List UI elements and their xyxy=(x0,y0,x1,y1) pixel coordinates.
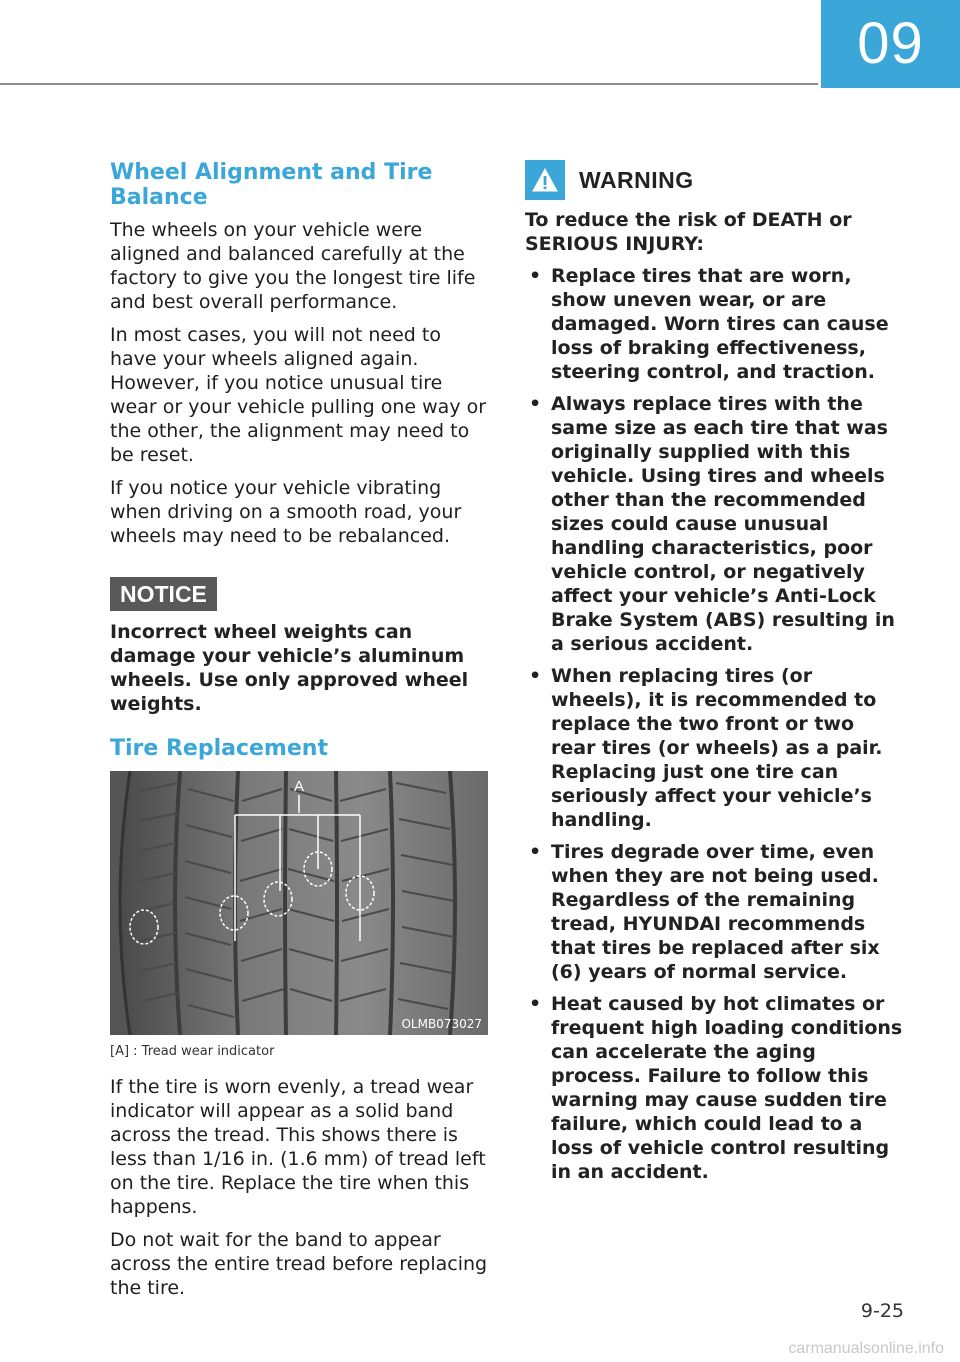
warning-list-item: • Replace tires that are worn, show uneven wear, or are damaged. Worn tires can cause loss of braking effectiveness, steering control, and traction. xyxy=(525,264,905,384)
replacement-paragraph: Do not wait for the band to appear across the entire tread before replacing the tire. xyxy=(110,1229,488,1299)
left-column xyxy=(110,160,490,1309)
figure-code: OLMB073027 xyxy=(401,1017,482,1031)
page-number: 9-25 xyxy=(860,1300,904,1322)
warning-box xyxy=(525,160,905,1192)
warning-triangle-icon xyxy=(525,160,565,200)
notice-label: NOTICE xyxy=(110,577,217,611)
alignment-paragraph: The wheels on your vehicle were aligned and balanced carefully at the factory to give you the longest tire life and best overall performance. xyxy=(110,219,476,313)
warning-list-item: • Always replace tires with the same size as each tire that was originally supplied with this vehicle. Using tires and wheels other than the recommended sizes could cause unusual handling characteristics, poor vehicle control, or negatively affect your vehicle’s Anti-Lock Brake System (ABS) resulting in a serious accident. xyxy=(525,392,905,656)
warning-title: WARNING xyxy=(579,166,694,193)
alignment-paragraph: In most cases, you will not need to have your wheels aligned again. However, if you notice unusual tire wear or your vehicle pulling one way or the other, the alignment may need to be reset. xyxy=(110,324,487,466)
tire-tread-figure xyxy=(110,771,488,1035)
chapter-number: 09 xyxy=(821,0,960,88)
notice-text: Incorrect wheel weights can damage your vehicle’s aluminum wheels. Use only approved wheel weights. xyxy=(110,621,469,715)
figure-marker-a: A xyxy=(293,778,305,795)
warning-list xyxy=(525,264,905,1184)
figure-caption: [A] : Tread wear indicator xyxy=(110,1044,275,1059)
replacement-paragraph: If the tire is worn evenly, a tread wear indicator will appear as a solid band across the tread. This shows there is less than 1/16 in. (1.6 mm) of tread left on the tire. Replace the tire when this happens. xyxy=(110,1076,486,1218)
header-rule xyxy=(0,83,818,85)
tire-tread-illustration xyxy=(110,771,488,1035)
watermark: carmanualsonline.info xyxy=(788,1340,944,1357)
warning-list-item: • Heat caused by hot climates or frequent high loading conditions can accelerate the aging process. Failure to follow this warning may cause sudden tire failure, which could lead to a loss of vehicle control resulting in an accident. xyxy=(525,992,905,1184)
alignment-paragraph: If you notice your vehicle vibrating when driving on a smooth road, your wheels may need to be rebalanced. xyxy=(110,477,462,547)
warning-header xyxy=(525,160,905,200)
warning-lead: To reduce the risk of DEATH or SERIOUS INJURY: xyxy=(525,209,852,255)
alignment-heading: Wheel Alignment and Tire Balance xyxy=(110,160,433,210)
warning-list-item: • Tires degrade over time, even when they are not being used. Regardless of the remaining tread, HYUNDAI recommends that tires be replaced after six (6) years of normal service. xyxy=(525,840,905,984)
warning-list-item: • When replacing tires (or wheels), it is recommended to replace the two front or two rear tires (or wheels) as a pair. Replacing just one tire can seriously affect your vehicle’s handling. xyxy=(525,664,905,832)
replacement-heading: Tire Replacement xyxy=(110,736,328,761)
